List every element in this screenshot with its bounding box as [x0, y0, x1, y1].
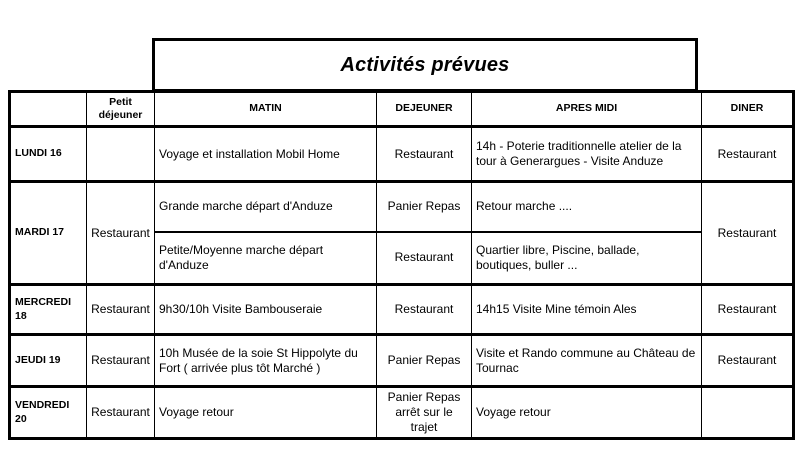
header-day	[10, 92, 87, 127]
breakfast-cell: Restaurant	[87, 182, 155, 285]
header-apres-midi: APRES MIDI	[472, 92, 702, 127]
day-cell: MARDI 17	[10, 182, 87, 285]
morning-cell: Grande marche départ d'Anduze	[155, 182, 377, 232]
afternoon-cell: Voyage retour	[472, 387, 702, 439]
lunch-cell: Restaurant	[377, 127, 472, 182]
day-cell: VENDREDI 20	[10, 387, 87, 439]
afternoon-cell: Quartier libre, Piscine, ballade, boutiques, buller ...	[472, 232, 702, 285]
table-header-row	[10, 92, 794, 127]
header-matin: MATIN	[155, 92, 377, 127]
lunch-cell: Panier Repas	[377, 335, 472, 387]
dinner-cell: Restaurant	[702, 182, 794, 285]
lunch-cell: Restaurant	[377, 285, 472, 335]
day-cell: LUNDI 16	[10, 127, 87, 182]
breakfast-cell	[87, 127, 155, 182]
lunch-cell: Panier Repas arrêt sur le trajet	[377, 387, 472, 439]
table-row-mardi-17-a	[10, 182, 794, 232]
breakfast-cell: Restaurant	[87, 335, 155, 387]
header-diner: DINER	[702, 92, 794, 127]
afternoon-cell: 14h - Poterie traditionnelle atelier de la tour à Generargues - Visite Anduze	[472, 127, 702, 182]
dinner-cell: Restaurant	[702, 335, 794, 387]
lunch-cell: Restaurant	[377, 232, 472, 285]
table-row-lundi-16	[10, 127, 794, 182]
breakfast-cell: Restaurant	[87, 285, 155, 335]
morning-cell: Voyage retour	[155, 387, 377, 439]
lunch-cell: Panier Repas	[377, 182, 472, 232]
table-row-jeudi-19	[10, 335, 794, 387]
day-cell: MERCREDI 18	[10, 285, 87, 335]
day-cell: JEUDI 19	[10, 335, 87, 387]
header-dejeuner: DEJEUNER	[377, 92, 472, 127]
dinner-cell	[702, 387, 794, 439]
morning-cell: Petite/Moyenne marche départ d'Anduze	[155, 232, 377, 285]
afternoon-cell: 14h15 Visite Mine témoin Ales	[472, 285, 702, 335]
morning-cell: 9h30/10h Visite Bambouseraie	[155, 285, 377, 335]
dinner-cell: Restaurant	[702, 285, 794, 335]
afternoon-cell: Retour marche ....	[472, 182, 702, 232]
dinner-cell: Restaurant	[702, 127, 794, 182]
activities-schedule-table	[8, 90, 795, 440]
table-row-vendredi-20	[10, 387, 794, 439]
morning-cell: 10h Musée de la soie St Hippolyte du Fort ( arrivée plus tôt Marché )	[155, 335, 377, 387]
table-row-mercredi-18	[10, 285, 794, 335]
title-box	[152, 38, 698, 92]
afternoon-cell: Visite et Rando commune au Château de Tournac	[472, 335, 702, 387]
header-petit-dejeuner: Petit déjeuner	[87, 92, 155, 127]
breakfast-cell: Restaurant	[87, 387, 155, 439]
morning-cell: Voyage et installation Mobil Home	[155, 127, 377, 182]
page-title: Activités prévues	[340, 53, 510, 76]
